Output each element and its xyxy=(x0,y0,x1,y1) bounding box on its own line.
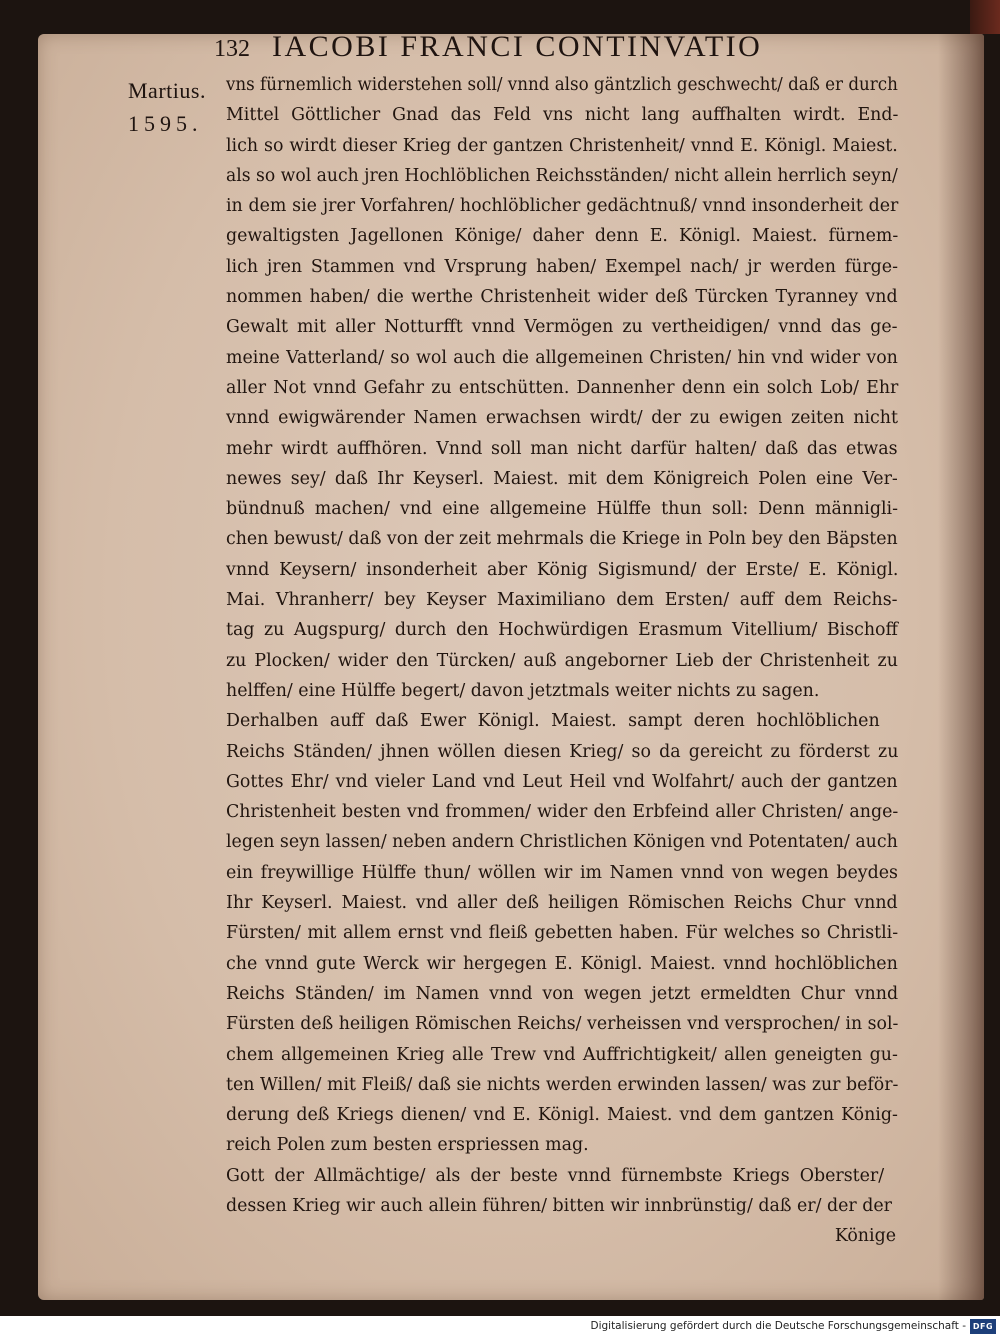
text-line: als so wol auch jren Hochlöblichen Reichsständen/ nicht allein herrlich seyn/ xyxy=(226,165,898,186)
text-line: nommen haben/ die werthe Christenheit wider deß Türcken Tyranney vnd xyxy=(226,287,898,308)
text-line: vnnd Keysern/ insonderheit aber König Sigismund/ der Erste/ E. Königl. xyxy=(226,559,899,580)
text-line: Derhalben auff daß Ewer Königl. Maiest. sampt deren hochlöblichen xyxy=(226,711,880,732)
text-line: Reichs Ständen/ im Namen vnnd von wegen jetzt ermeldten Chur vnnd xyxy=(226,983,899,1004)
text-line: lich jren Stammen vnd Vrsprung haben/ Exempel nach/ jr werden fürge- xyxy=(226,256,898,277)
text-line: newes sey/ daß Ihr Keyserl. Maiest. mit dem Königreich Polen eine Ver- xyxy=(226,468,898,489)
text-line: zu Plocken/ wider den Türcken/ auß angeborner Lieb der Christenheit zu xyxy=(226,650,898,671)
funding-credit: Digitalisierung gefördert durch die Deutsche Forschungsgemeinschaft - xyxy=(590,1320,966,1332)
spine-shadow xyxy=(938,34,984,1300)
text-line: che vnnd gute Werck wir hergegen E. Königl. Maiest. vnnd hochlöblichen xyxy=(226,953,898,974)
text-line: Gott der Allmächtige/ als der beste vnnd fürnembste Kriegs Oberster/ xyxy=(226,1165,885,1186)
body-text xyxy=(226,70,898,1252)
text-line: Fürsten deß heiligen Römischen Reichs/ verheissen vnd versprochen/ in sol- xyxy=(226,1014,899,1035)
text-line: bündnuß machen/ vnd eine allgemeine Hülffe thun soll: Denn männigli- xyxy=(226,499,898,520)
text-line: vns fürnemlich widerstehen soll/ vnnd also gäntzlich geschwecht/ daß er durch xyxy=(226,75,898,95)
text-line: tag zu Augspurg/ durch den Hochwürdigen Erasmum Vitellium/ Bischoff xyxy=(226,620,898,641)
text-line: helffen/ eine Hülffe begert/ davon jetztmals weiter nichts zu sagen. xyxy=(226,680,820,701)
text-line: derung deß Kriegs dienen/ vnd E. Königl. Maiest. vnd dem gantzen König- xyxy=(226,1105,898,1126)
text-line: gewaltigsten Jagellonen Könige/ daher denn E. Königl. Maiest. fürnem- xyxy=(226,226,899,247)
text-line: mehr wirdt auffhören. Vnnd soll man nicht darfür halten/ daß das etwas xyxy=(226,438,898,459)
text-line: ein freywillige Hülffe thun/ wöllen wir im Namen vnnd von wegen beydes xyxy=(226,862,898,883)
text-line: Mittel Göttlicher Gnad das Feld vns nicht lang auffhalten wirdt. End- xyxy=(226,105,899,126)
text-line: in dem sie jrer Vorfahren/ hochlöblicher gedächtnuß/ vnnd insonderheit der xyxy=(226,196,899,217)
text-line: ten Willen/ mit Fleiß/ daß sie nichts werden erwinden lassen/ was zur beför- xyxy=(226,1074,899,1095)
text-line: Fürsten/ mit allem ernst vnd fleiß gebetten haben. Für welches so Christli- xyxy=(226,923,899,944)
text-line: chem allgemeinen Krieg alle Trew vnd Auffrichtigkeit/ allen geneigten gu- xyxy=(226,1044,898,1065)
dfg-logo: DFG xyxy=(970,1319,996,1334)
text-line: Ihr Keyserl. Maiest. vnd aller deß heiligen Römischen Reichs Chur vnnd xyxy=(226,893,898,914)
text-line: Reichs Ständen/ jhnen wöllen diesen Krieg/ so da gereicht zu förderst zu xyxy=(226,741,899,762)
margin-note xyxy=(128,74,206,140)
text-line: vnnd ewigwärender Namen erwachsen wirdt/ der zu ewigen zeiten nicht xyxy=(226,408,898,429)
book-edge xyxy=(970,0,1000,34)
text-line: aller Not vnnd Gefahr zu entschütten. Dannenher denn ein solch Lob/ Ehr xyxy=(226,377,899,398)
text-line: dessen Krieg wir auch allein führen/ bitten wir innbrünstig/ daß er/ der der xyxy=(226,1195,892,1216)
text-line: Mai. Vhranherr/ bey Keyser Maximiliano dem Ersten/ auff dem Reichs- xyxy=(226,590,898,611)
text-line: Christenheit besten vnd frommen/ wider den Erbfeind aller Christen/ ange- xyxy=(226,802,899,823)
margin-month: Martius. xyxy=(128,78,206,103)
text-line: Gottes Ehr/ vnd vieler Land vnd Leut Heil vnd Wolfahrt/ auch der gantzen xyxy=(226,771,898,792)
text-line: legen seyn lassen/ neben andern Christlichen Königen vnd Potentaten/ auch xyxy=(226,832,898,853)
catchword: Könige xyxy=(834,1226,896,1247)
text-line: chen bewust/ daß von der zeit mehrmals die Kriege in Poln bey den Bäpsten xyxy=(226,529,898,550)
text-line: lich so wirdt dieser Krieg der gantzen Christenheit/ vnnd E. Königl. Maiest. xyxy=(226,135,898,156)
footer-bar xyxy=(0,1316,1000,1340)
page-number: 132 xyxy=(214,36,250,62)
margin-year: 1595. xyxy=(128,111,203,136)
page-header xyxy=(214,30,894,70)
running-title: IACOBI FRANCI CONTINVATIO xyxy=(272,30,763,63)
text-line: reich Polen zum besten erspriessen mag. xyxy=(226,1135,589,1156)
text-line: Gewalt mit aller Notturfft vnnd Vermögen zu vertheidigen/ vnnd das ge- xyxy=(226,317,898,338)
text-line: meine Vatterland/ so wol auch die allgemeinen Christen/ hin vnd wider von xyxy=(226,347,898,368)
